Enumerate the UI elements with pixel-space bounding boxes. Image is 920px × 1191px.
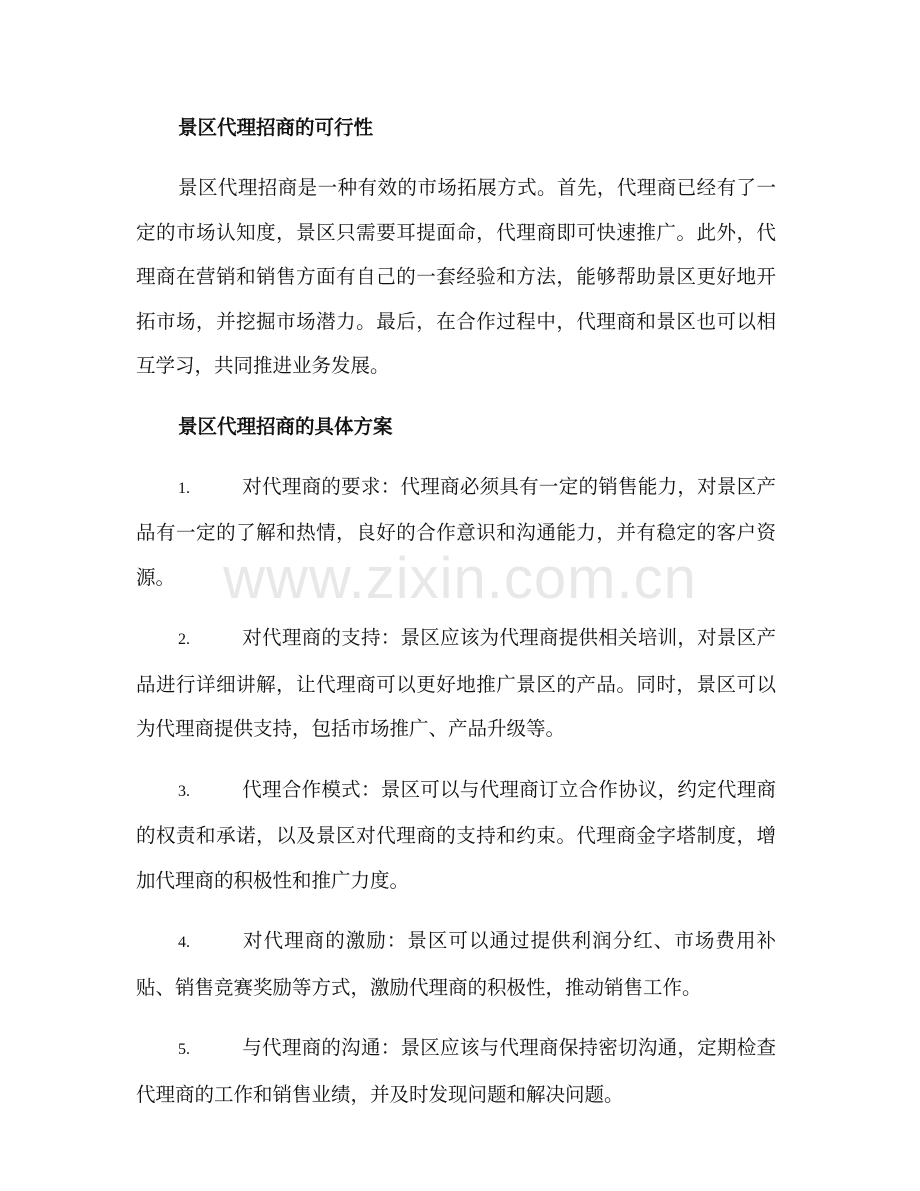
list-item-number: 5. — [178, 1041, 190, 1058]
list-item-number: 2. — [178, 631, 190, 648]
list-item — [136, 1026, 776, 1117]
list-item-number: 4. — [178, 934, 190, 951]
list-item-number: 3. — [178, 782, 190, 800]
list-item-text: 与代理商的沟通：景区应该与代理商保持密切沟通，定期检查代理商的工作和销售业绩，并及时发现问题和解决问题。 — [136, 1036, 776, 1106]
section-heading-plan: 景区代理招商的具体方案 — [178, 414, 393, 438]
section-heading-feasibility: 景区代理招商的可行性 — [178, 116, 374, 139]
watermark: www.zixin.com.cn — [223, 546, 697, 611]
list-item-text: 对代理商的要求：代理商必须具有一定的销售能力，对景区产品有一定的了解和热情，良好的合作意识和沟通能力，并有稳定的客户资源。 — [136, 474, 776, 589]
list-item-number: 1. — [178, 479, 190, 497]
list-item — [136, 919, 776, 1010]
list-item-text: 对代理商的支持：景区应该为代理商提供相关培训，对景区产品进行详细讲解，让代理商可以更好地推广景区的产品。同时，景区可以为代理商提供支持，包括市场推广、产品升级等。 — [136, 626, 776, 740]
list-item — [136, 465, 776, 601]
document-content — [136, 106, 776, 1133]
list-item — [136, 616, 776, 752]
list-item-text: 对代理商的激励：景区可以通过提供利润分红、市场费用补贴、销售竞赛奖励等方式，激励代理商的积极性，推动销售工作。 — [136, 929, 776, 999]
list-item — [136, 768, 776, 904]
list-item-text: 代理合作模式：景区可以与代理商订立合作协议，约定代理商的权责和承诺，以及景区对代理商的支持和约束。代理商金字塔制度，增加代理商的积极性和推广力度。 — [136, 777, 776, 892]
feasibility-paragraph: 景区代理招商是一种有效的市场拓展方式。首先，代理商已经有了一定的市场认知度，景区只需要耳提面命，代理商即可快速推广。此外，代理商在营销和销售方面有自己的一套经验和方法，能够帮助景区更好地开拓市场，并挖掘市场潜力。最后，在合作过程中，代理商和景区也可以相互学习，共同推进业务发展。 — [136, 176, 776, 377]
